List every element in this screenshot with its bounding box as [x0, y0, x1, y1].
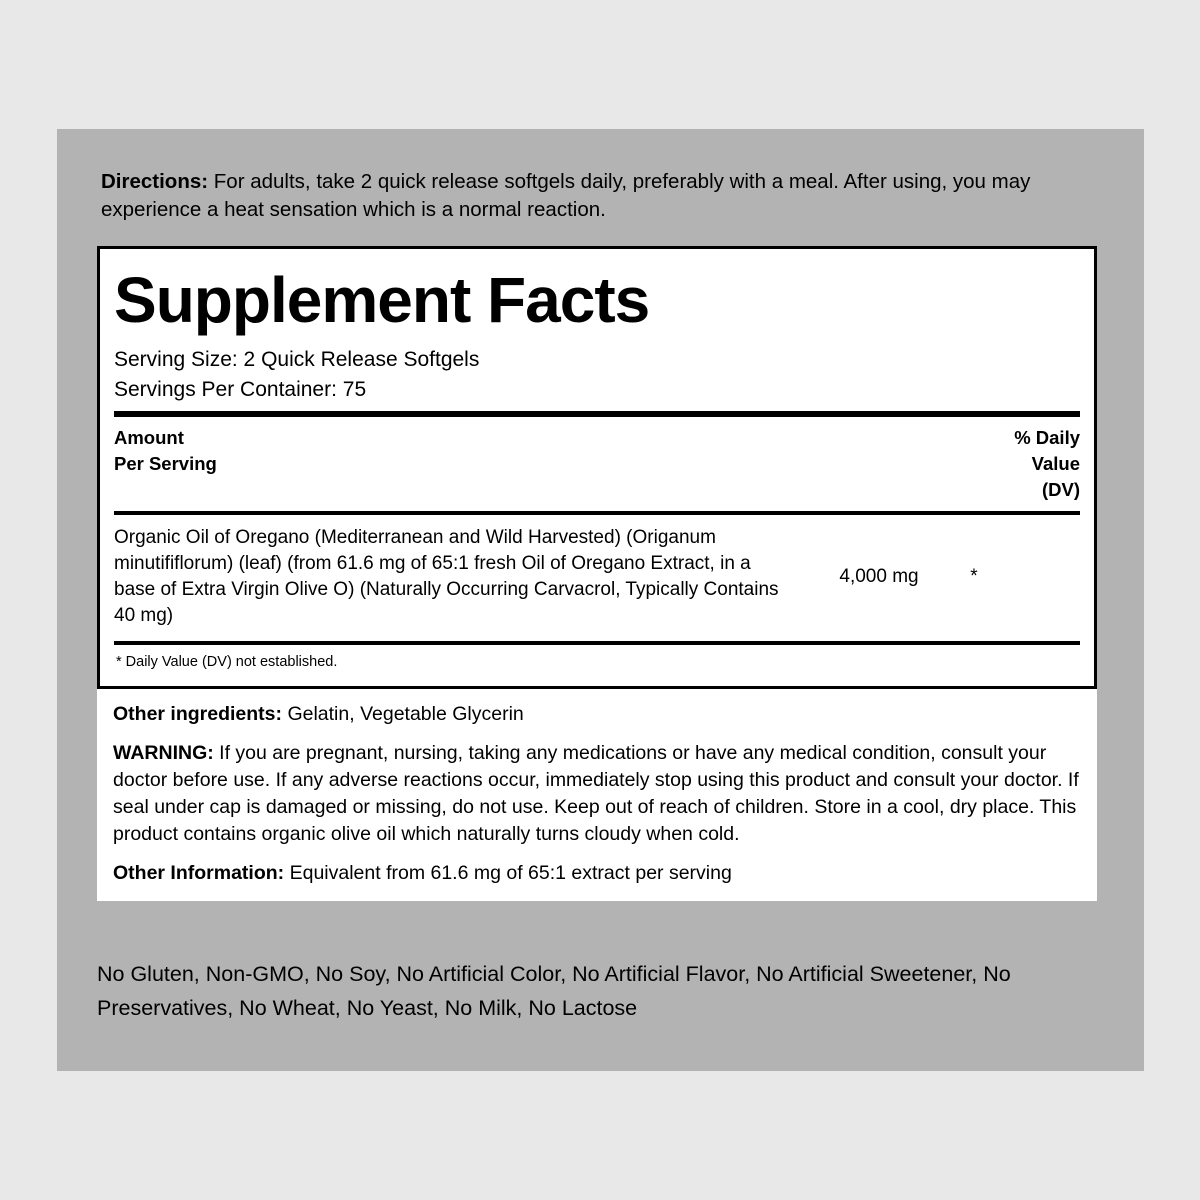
serving-size: Serving Size: 2 Quick Release Softgels	[114, 348, 480, 371]
amount-header-row	[114, 417, 1080, 511]
amount-header-line-1: Amount	[114, 427, 184, 448]
daily-value-header	[1014, 425, 1080, 503]
other-ingredients-label: Other ingredients:	[113, 703, 283, 725]
supplement-facts-box	[97, 246, 1097, 689]
directions-block	[101, 168, 1101, 224]
ingredient-daily-value: *	[970, 566, 978, 587]
ingredient-name: Organic Oil of Oregano (Mediterranean and Wild Harvested) (Origanum minutififlorum) (leaf) (from 61.6 mg of 65:1 fresh Oil of Oregano Extract, in a base of Extra Virgin Olive O) (Naturally Occurring Carvacrol, Typically Contains 40 mg)	[114, 527, 779, 626]
dv-header-line-2: Value	[1031, 453, 1080, 474]
amount-per-serving-header	[114, 425, 217, 477]
daily-value-footnote: * Daily Value (DV) not established.	[116, 654, 338, 670]
dv-header-line-3: (DV)	[1041, 479, 1080, 500]
servings-per-container: Servings Per Container: 75	[114, 378, 367, 401]
dv-header-line-1: % Daily	[1014, 427, 1080, 448]
other-ingredients-text: Gelatin, Vegetable Glycerin	[282, 703, 524, 725]
other-information-label: Other Information:	[113, 862, 285, 884]
other-information-paragraph	[113, 860, 1081, 887]
other-information-text: Equivalent from 61.6 mg of 65:1 extract per serving	[284, 862, 732, 884]
directions-text: For adults, take 2 quick release softgels daily, preferably with a meal. After using, you may experience a heat sensation which is a normal reaction.	[101, 170, 1031, 221]
additional-info-block	[97, 689, 1097, 901]
directions-label: Directions:	[101, 170, 209, 193]
other-ingredients-paragraph	[113, 701, 1081, 728]
warning-paragraph	[113, 740, 1081, 848]
supplement-facts-card	[97, 246, 1097, 901]
free-from-claims: No Gluten, Non-GMO, No Soy, No Artificial Color, No Artificial Flavor, No Artificial Sweetener, No Preservatives, No Wheat, No Yeast, No Milk, No Lactose	[97, 962, 1011, 1020]
amount-header-line-2: Per Serving	[114, 453, 217, 474]
ingredient-amount: 4,000 mg	[839, 566, 919, 587]
table-row	[114, 515, 1080, 641]
warning-text: If you are pregnant, nursing, taking any medications or have any medical condition, consult your doctor before use. If any adverse reactions occur, immediately stop using this product and consult your doctor. If seal under cap is damaged or missing, do not use. Keep out of reach of children. Store in a cool, dry place. This product contains organic olive oil which naturally turns cloudy when cold.	[113, 742, 1079, 845]
supplement-facts-title: Supplement Facts	[114, 264, 650, 336]
warning-label: WARNING:	[113, 742, 214, 764]
